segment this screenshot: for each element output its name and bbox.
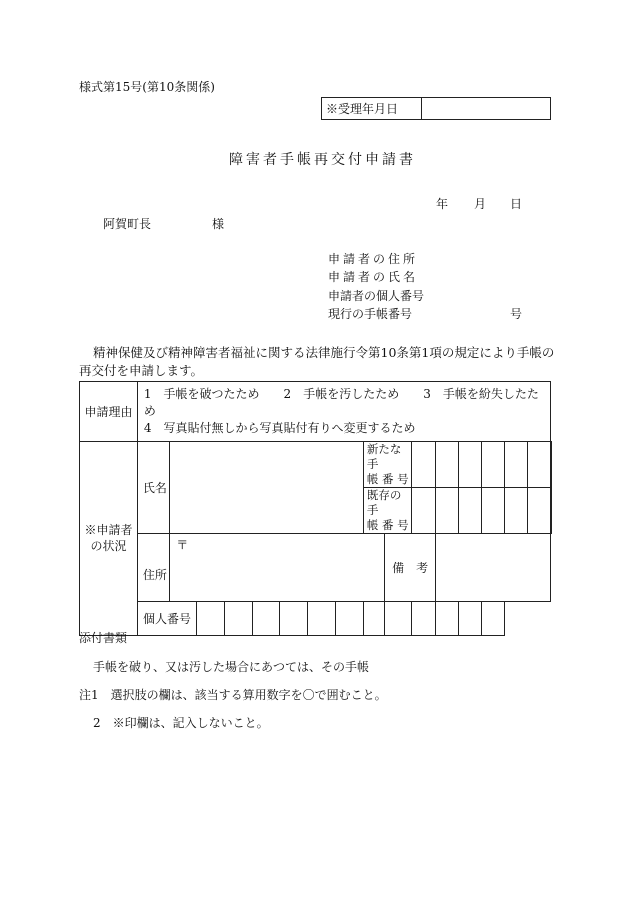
note-2: 2 ※印欄は、記入しないこと。 (93, 716, 269, 730)
new-book-digit[interactable] (458, 442, 481, 488)
applicant-status-label-line1: ※申請者 (84, 522, 133, 537)
old-book-number-label-line2: 帳 番 号 (366, 517, 409, 532)
attachments-item: 手帳を破り、又は汚した場合にあつては、その手帳 (93, 660, 370, 674)
old-book-number-label-line1: 既存の手 (366, 487, 402, 517)
new-book-number-label-line2: 帳 番 号 (366, 471, 409, 486)
applicant-status-label-line2: の状況 (90, 539, 127, 554)
individual-number-digit[interactable] (336, 601, 364, 635)
individual-number-digit[interactable] (197, 601, 225, 635)
new-book-digit[interactable] (504, 442, 527, 488)
applicant-name-label: 申請者の氏名 (328, 270, 419, 284)
date-year: 年 (436, 197, 449, 211)
old-book-digit[interactable] (481, 487, 504, 533)
individual-number-digit[interactable] (385, 601, 411, 635)
body-text-line1: 精神保健及び精神障害者福祉に関する法律施行令第10条第1項の規定により手帳の (93, 345, 555, 360)
address-field[interactable] (170, 533, 385, 601)
applicant-individual-number-label: 申請者の個人番号 (328, 289, 425, 303)
page-title: 障害者手帳再交付申請書 (229, 152, 416, 168)
new-book-digit[interactable] (411, 442, 435, 488)
received-date-label: ※受理年月日 (322, 98, 422, 120)
individual-number-digit[interactable] (224, 601, 252, 635)
address-label: 住所 (137, 533, 169, 601)
date-day: 日 (510, 197, 523, 211)
reason-options-line2: 4 写真貼付無しから写真貼付有りへ変更するため (143, 420, 416, 435)
old-book-digit[interactable] (551, 487, 552, 533)
name-field[interactable] (170, 442, 364, 534)
attachments-heading: 添付書類 (79, 631, 128, 645)
received-date-field[interactable] (422, 98, 551, 120)
postal-mark: 〒 (176, 537, 189, 552)
book-number-suffix: 号 (510, 307, 523, 321)
new-book-number-label-line1: 新たな手 (366, 442, 402, 471)
new-book-digit[interactable] (481, 442, 504, 488)
date-month: 月 (474, 197, 487, 211)
reason-label: 申請理由 (80, 382, 138, 442)
new-book-number-label (363, 442, 411, 488)
received-date-box (321, 97, 551, 120)
old-book-digit[interactable] (411, 487, 435, 533)
name-label: 氏名 (137, 442, 169, 534)
note-1: 注1 選択肢の欄は、該当する算用数字を〇で囲むこと。 (79, 688, 387, 702)
applicant-address-label: 申請者の住所 (328, 252, 419, 266)
recipient-name: 阿賀町長 (103, 217, 152, 231)
individual-number-digit[interactable] (458, 601, 481, 635)
new-book-digit[interactable] (527, 442, 550, 488)
old-book-digit[interactable] (527, 487, 550, 533)
individual-number-digit[interactable] (308, 601, 336, 635)
remarks-field[interactable] (435, 533, 550, 601)
old-book-number-label (363, 487, 411, 533)
individual-number-digit[interactable] (435, 601, 458, 635)
old-book-digit[interactable] (504, 487, 527, 533)
individual-number-digit[interactable] (411, 601, 435, 635)
current-book-number-label: 現行の手帳番号 (328, 307, 413, 321)
old-book-digit[interactable] (458, 487, 481, 533)
remarks-label: 備 考 (385, 533, 436, 601)
form-number: 様式第15号(第10条関係) (79, 80, 215, 94)
new-book-digit[interactable] (435, 442, 458, 488)
individual-number-digit[interactable] (363, 601, 384, 635)
individual-number-digit[interactable] (280, 601, 308, 635)
individual-number-digit[interactable] (252, 601, 280, 635)
reason-options-line1: 1 手帳を破つたため 2 手帳を汚したため 3 手帳を紛失したため (143, 387, 539, 419)
recipient-honorific: 様 (212, 217, 225, 231)
individual-number-label: 個人番号 (137, 601, 196, 635)
individual-number-digit[interactable] (481, 601, 504, 635)
old-book-digit[interactable] (435, 487, 458, 533)
new-book-digit[interactable] (551, 442, 552, 488)
application-table (79, 381, 552, 636)
body-text-line2: 再交付を申請します。 (79, 363, 204, 378)
reason-options[interactable] (137, 382, 550, 442)
applicant-status-label (80, 442, 138, 636)
